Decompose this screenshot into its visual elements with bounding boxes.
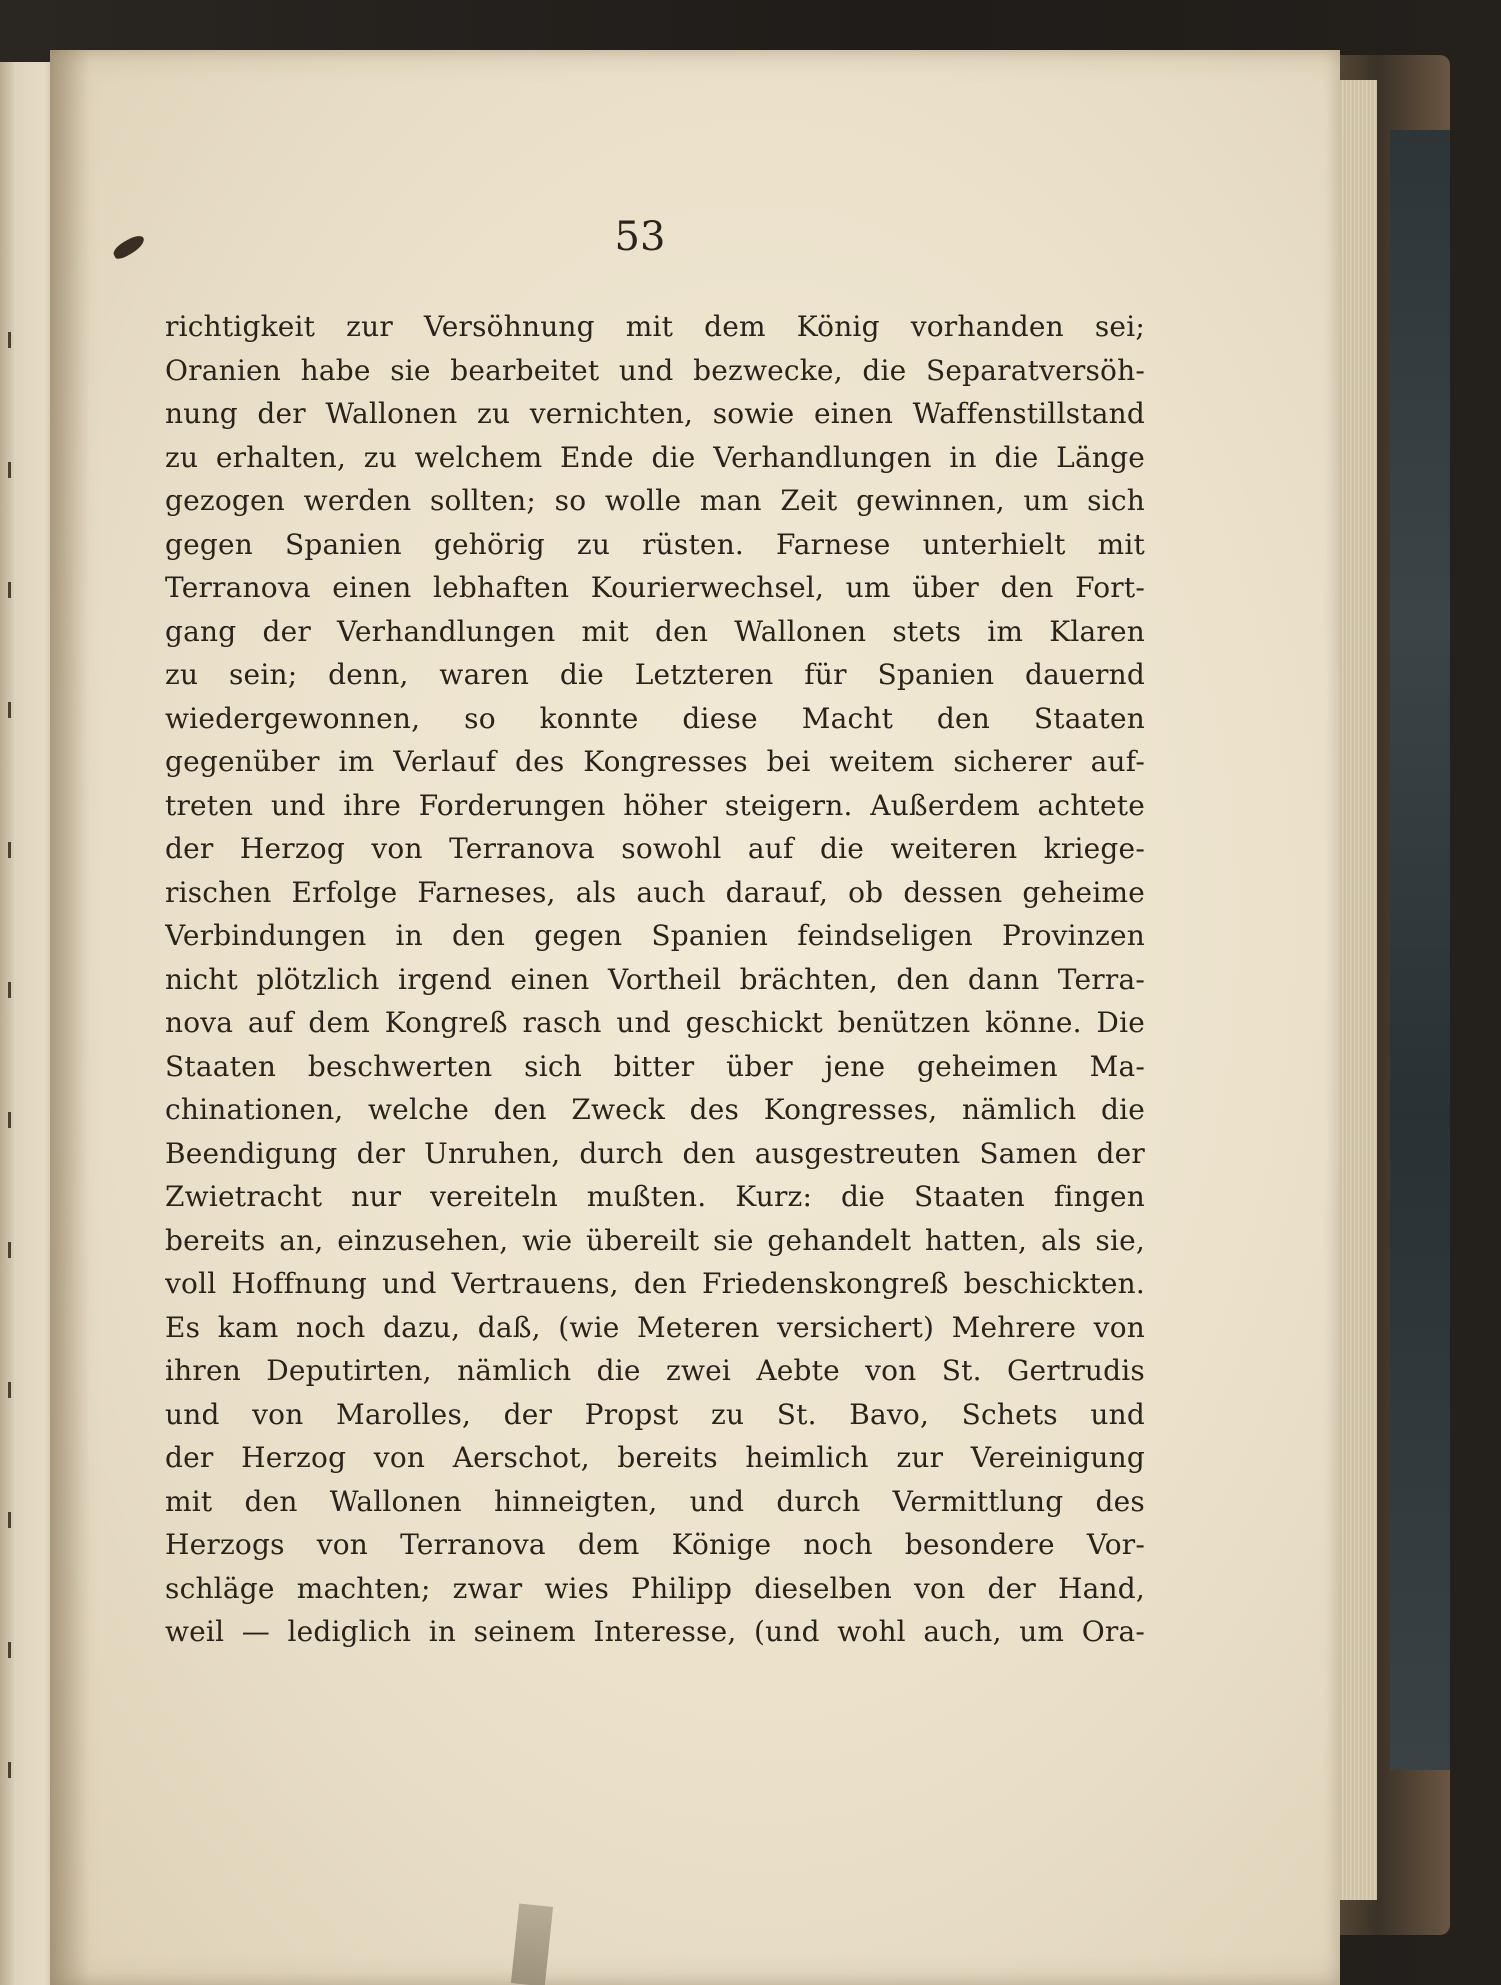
left-page-text-fragment: [8, 702, 11, 718]
left-page-text-fragment: [8, 1642, 11, 1658]
left-page-text-fragment: [8, 1382, 11, 1398]
text-line: ihren Deputirten, nämlich die zwei Aebte von St. Gertrudis: [165, 1354, 1145, 1387]
left-page-text-fragment: [8, 462, 11, 478]
text-line: treten und ihre Forderungen höher steigern. Außerdem achtete: [165, 788, 1145, 822]
text-line: nung der Wallonen zu vernichten, sowie einen Waffenstillstand: [165, 397, 1145, 430]
text-line: gegenüber im Verlauf des Kongresses bei weitem sicherer auf-: [165, 745, 1145, 778]
text-line: Zwietracht nur vereiteln mußten. Kurz: die Staaten fingen: [165, 1180, 1145, 1213]
page-stack-edge: [1335, 80, 1377, 1900]
text-line: schläge machten; zwar wies Philipp dieselben von der Hand,: [165, 1571, 1145, 1605]
page-number: 53: [614, 214, 666, 260]
left-page-text-fragment: [8, 332, 11, 348]
left-page-text-fragment: [8, 842, 11, 858]
text-line: der Herzog von Aerschot, bereits heimlich zur Vereinigung: [165, 1441, 1145, 1474]
book-cover-cloth: [1390, 130, 1450, 1770]
body-text: [165, 305, 1145, 1654]
text-line: Staaten beschwerten sich bitter über jene geheimen Ma-: [165, 1049, 1145, 1083]
text-line: Terranova einen lebhaften Kourierwechsel, um über den Fort-: [165, 571, 1145, 604]
text-line: Beendigung der Unruhen, durch den ausgestreuten Samen der: [165, 1136, 1145, 1170]
text-line: rischen Erfolge Farneses, als auch darauf, ob dessen geheime: [165, 875, 1145, 909]
text-line: mit den Wallonen hinneigten, und durch Vermittlung des: [165, 1484, 1145, 1518]
left-page-text-fragment: [8, 982, 11, 998]
text-line: wiedergewonnen, so konnte diese Macht den Staaten: [165, 701, 1145, 735]
text-line: Herzogs von Terranova dem Könige noch besondere Vor-: [165, 1528, 1145, 1561]
text-line: Oranien habe sie bearbeitet und bezwecke, die Separatversöh-: [165, 353, 1145, 387]
text-line: gegen Spanien gehörig zu rüsten. Farnese unterhielt mit: [165, 527, 1145, 561]
text-line: der Herzog von Terranova sowohl auf die weiteren kriege-: [165, 832, 1145, 865]
text-line: gezogen werden sollten; so wolle man Zeit gewinnen, um sich: [165, 484, 1145, 517]
left-page-text-fragment: [8, 582, 11, 598]
text-line: zu erhalten, zu welchem Ende die Verhandlungen in die Länge: [165, 440, 1145, 474]
text-line: Verbindungen in den gegen Spanien feindseligen Provinzen: [165, 919, 1145, 952]
gutter-shadow: [50, 50, 90, 1985]
text-line: zu sein; denn, waren die Letzteren für Spanien dauernd: [165, 658, 1145, 691]
text-line: nova auf dem Kongreß rasch und geschickt benützen könne. Die: [165, 1006, 1145, 1039]
text-line: weil — lediglich in seinem Interesse, (und wohl auch, um Ora-: [165, 1615, 1145, 1648]
text-line: richtigkeit zur Versöhnung mit dem König vorhanden sei;: [165, 310, 1145, 343]
text-line: gang der Verhandlungen mit den Wallonen stets im Klaren: [165, 614, 1145, 648]
left-page-gutter: [0, 62, 14, 1985]
text-line: Es kam noch dazu, daß, (wie Meteren versichert) Mehrere von: [165, 1310, 1145, 1344]
text-line: chinationen, welche den Zweck des Kongresses, nämlich die: [165, 1093, 1145, 1126]
left-page-text-fragment: [8, 1242, 11, 1258]
text-line: bereits an, einzusehen, wie übereilt sie gehandelt hatten, als sie,: [165, 1223, 1145, 1257]
text-line: nicht plötzlich irgend einen Vortheil brächten, den dann Terra-: [165, 962, 1145, 996]
left-page-text-fragment: [8, 1112, 11, 1128]
text-line: voll Hoffnung und Vertrauens, den Friedenskongreß beschickten.: [165, 1267, 1145, 1300]
left-page-text-fragment: [8, 1512, 11, 1528]
left-page-text-fragment: [8, 1762, 11, 1778]
text-line: und von Marolles, der Propst zu St. Bavo, Schets und: [165, 1397, 1145, 1431]
